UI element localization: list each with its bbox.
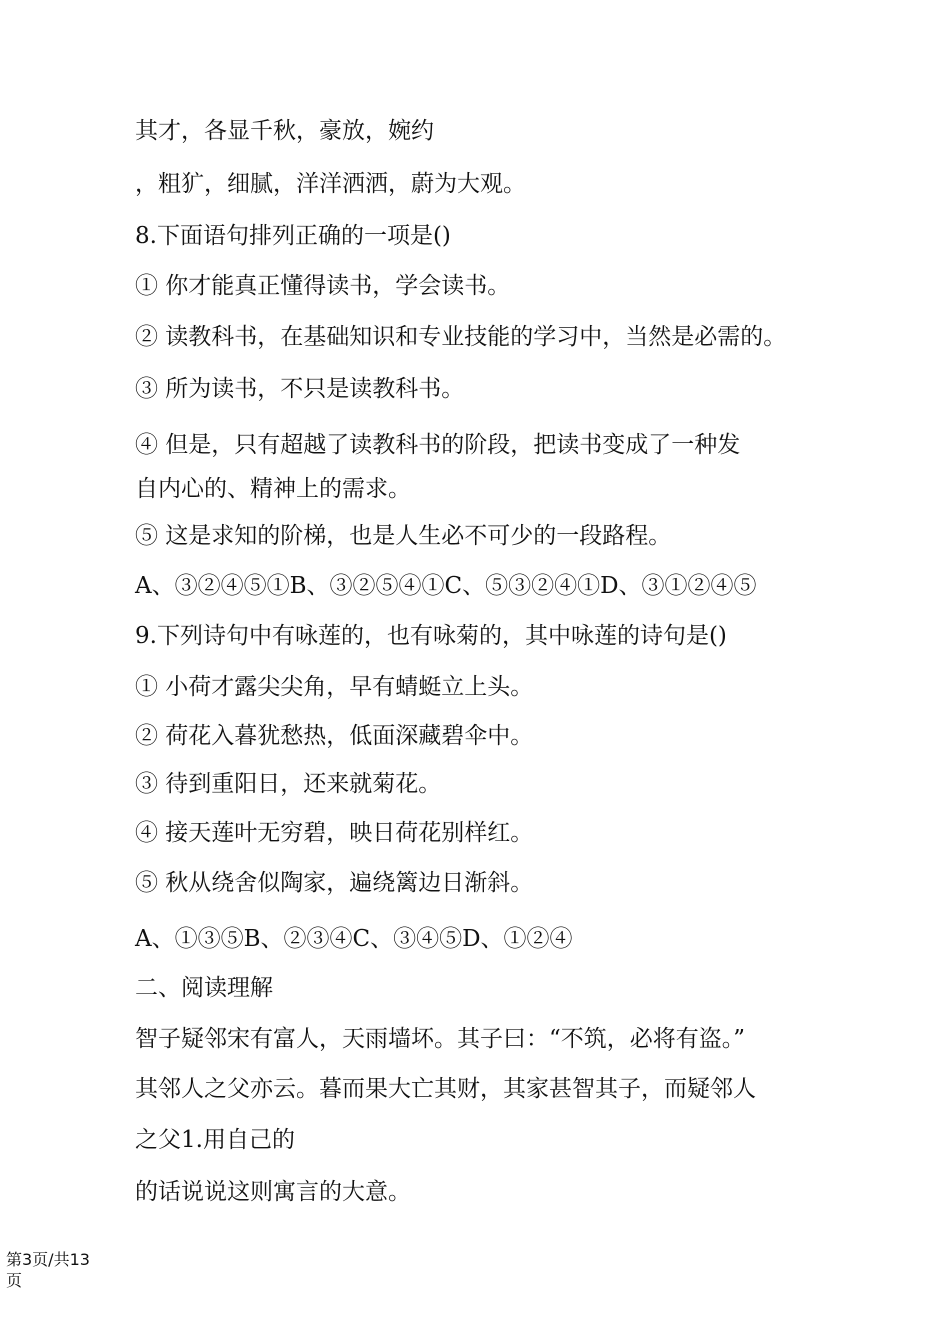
q9-poem-1: ① 小荷才露尖尖角，早有蜻蜓立上头。 — [135, 674, 534, 700]
q9-poem-2: ② 荷花入暮犹愁热，低面深藏碧伞中。 — [135, 723, 534, 749]
text-line: ，粗犷，细腻，洋洋洒洒，蔚为大观。 — [135, 171, 526, 197]
page-footer — [6, 1249, 90, 1291]
q8-sentence-2: ② 读教科书，在基础知识和专业技能的学习中，当然是必需的。 — [135, 324, 787, 350]
q9-poem-4: ④ 接天莲叶无穷碧，映日荷花别样红。 — [135, 820, 534, 846]
q8-sentence-1: ① 你才能真正懂得读书，学会读书。 — [135, 273, 511, 299]
text-line: 其才，各显千秋，豪放，婉约 — [135, 118, 434, 144]
q9-options: A、①③⑤B、②③④C、③④⑤D、①②④ — [135, 926, 573, 952]
section-heading: 二、阅读理解 — [135, 975, 273, 1001]
q9-poem-3: ③ 待到重阳日，还来就菊花。 — [135, 771, 442, 797]
page-number-cont: 页 — [6, 1271, 23, 1290]
q8-sentence-4-cont: 自内心的、精神上的需求。 — [135, 476, 411, 502]
question-9-stem: 9.下列诗句中有咏莲的，也有咏菊的，其中咏莲的诗句是() — [135, 623, 727, 649]
question-8-stem: 8.下面语句排列正确的一项是() — [135, 223, 451, 249]
q8-sentence-3: ③ 所为读书，不只是读教科书。 — [135, 376, 465, 402]
q8-sentence-4: ④ 但是，只有超越了读教科书的阶段，把读书变成了一种发 — [135, 432, 741, 458]
passage-line: 智子疑邻宋有富人，天雨墙坏。其子曰：“不筑，必将有盗。” — [135, 1026, 746, 1052]
passage-line: 之父1.用自己的 — [135, 1127, 295, 1153]
passage-line: 其邻人之父亦云。暮而果大亡其财，其家甚智其子，而疑邻人 — [135, 1076, 756, 1102]
q8-options: A、③②④⑤①B、③②⑤④①C、⑤③②④①D、③①②④⑤ — [135, 573, 757, 599]
q9-poem-5: ⑤ 秋从绕舍似陶家，遍绕篱边日渐斜。 — [135, 870, 534, 896]
q8-sentence-5: ⑤ 这是求知的阶梯，也是人生必不可少的一段路程。 — [135, 523, 672, 549]
question-line: 的话说说这则寓言的大意。 — [135, 1179, 411, 1205]
page-number: 第3页/共13 — [6, 1250, 90, 1269]
